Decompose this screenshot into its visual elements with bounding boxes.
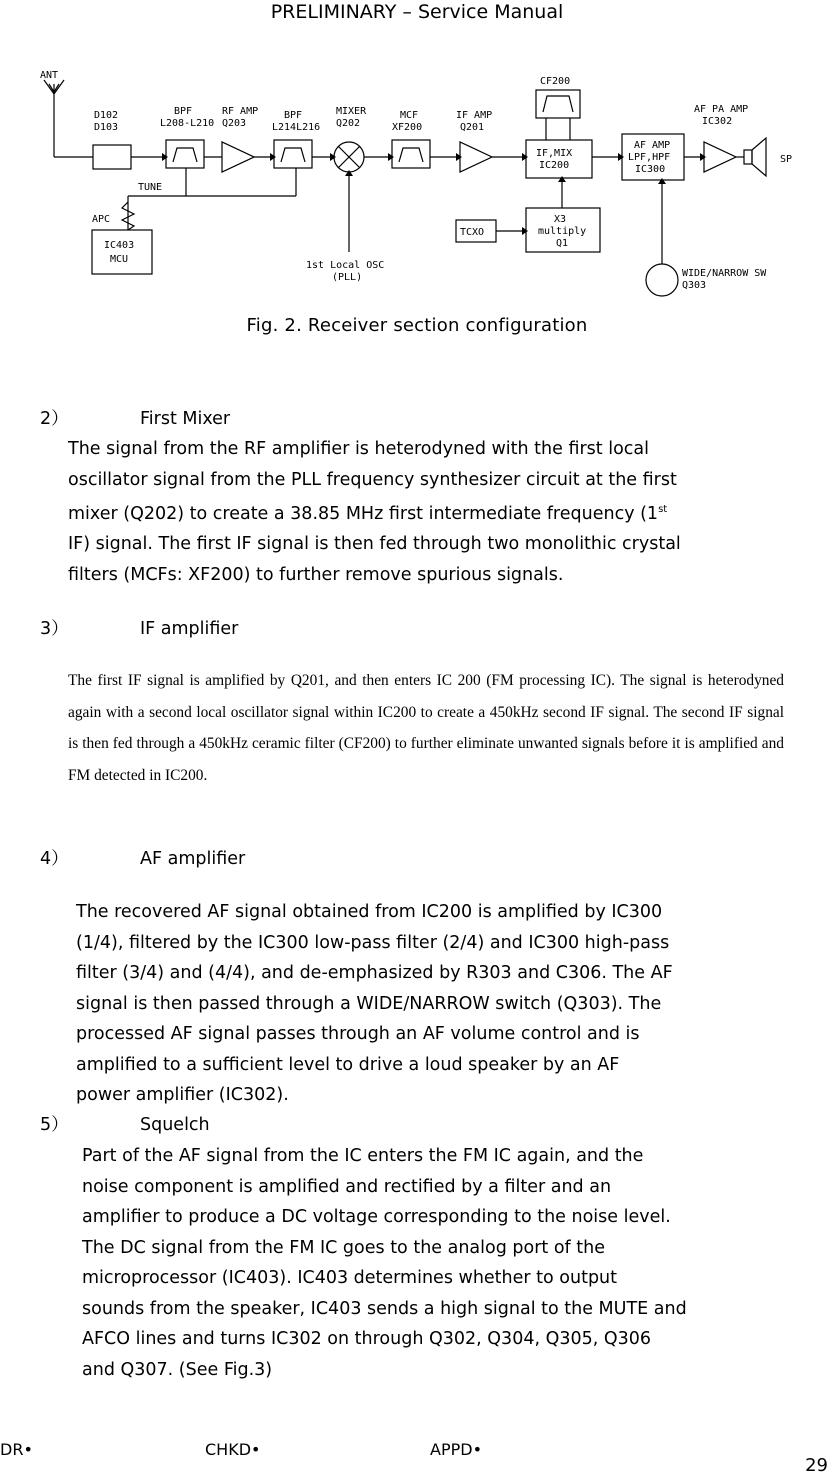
- text-line: IF) signal. The first IF signal is then fed through two monolithic crystal: [68, 534, 681, 555]
- section-heading-af-amplifier: [40, 848, 245, 870]
- text-line: amplified to a sufficient level to drive a loud speaker by an AF: [76, 1054, 620, 1075]
- text-line: filter (3/4) and (4/4), and de-emphasized by R303 and C306. The AF: [76, 963, 673, 983]
- label-apc: APC: [92, 214, 111, 225]
- text-line: noise component is amplified and rectified by a filter and an: [82, 1176, 612, 1197]
- page-header: PRELIMINARY – Service Manual: [270, 1, 564, 23]
- paragraph-squelch: [82, 1141, 687, 1385]
- section-title: IF amplifier: [140, 619, 239, 639]
- label-bpf1: BPF: [174, 106, 193, 117]
- label-mixer: MIXER: [336, 106, 367, 117]
- label-af-amp-ic: IC300: [635, 164, 666, 175]
- paragraph-first-mixer: [68, 434, 681, 590]
- label-mcf-x: XF200: [392, 122, 423, 133]
- footer-appd: APPD•: [430, 1440, 482, 1459]
- label-mcf: MCF: [400, 110, 419, 121]
- text-line: The signal from the RF amplifier is heterodyned with the first local: [68, 439, 649, 459]
- text-line: oscillator signal from the PLL frequency synthesizer circuit at the first: [68, 469, 677, 490]
- section-title: First Mixer: [140, 409, 231, 429]
- label-bpf2: BPF: [284, 110, 303, 121]
- label-wide-narrow-sw: WIDE/NARROW SW: [682, 268, 767, 279]
- text-line: microprocessor (IC403). IC403 determines whether to output: [82, 1268, 618, 1288]
- label-af-amp-filters: LPF,HPF: [628, 152, 671, 163]
- text-line: (1/4), filtered by the IC300 low-pass filter (2/4) and IC300 high-pass: [76, 932, 670, 953]
- paragraph-af-amplifier: [76, 897, 673, 1111]
- label-if-amp-q: Q201: [460, 122, 485, 133]
- text-segment: mixer (Q202) to create a 38.85 MHz first intermediate frequency (1: [68, 503, 659, 524]
- superscript: st: [658, 504, 668, 515]
- label-bpf2-parts: L214L216: [272, 122, 321, 133]
- figure-caption: Fig. 2. Receiver section configuration: [246, 315, 588, 336]
- label-pll: (PLL): [332, 272, 363, 283]
- label-tune: TUNE: [138, 182, 163, 193]
- text-line: amplifier to produce a DC voltage corresponding to the noise level.: [82, 1207, 671, 1227]
- text-line: and Q307. (See Fig.3): [82, 1359, 273, 1380]
- section-title: AF amplifier: [140, 849, 246, 869]
- receiver-block-diagram: [36, 62, 806, 302]
- text-line: AFCO lines and turns IC302 on through Q302, Q304, Q305, Q306: [82, 1329, 652, 1349]
- label-ant: ANT: [40, 70, 59, 81]
- section-number: 3）: [40, 619, 69, 639]
- footer-dr: DR•: [0, 1440, 33, 1459]
- text-line: filters (MCFs: XF200) to further remove spurious signals.: [68, 564, 564, 585]
- label-af-pa-ic: IC302: [702, 116, 733, 127]
- section-heading-squelch: [40, 1114, 210, 1136]
- label-rf-amp: RF AMP: [222, 106, 259, 117]
- label-mcu-ic: IC403: [104, 240, 135, 251]
- label-q1: Q1: [556, 238, 569, 249]
- page-number: 29: [805, 1455, 828, 1476]
- section-number: 2）: [40, 409, 69, 429]
- label-multiply: multiply: [538, 226, 587, 237]
- text-line: signal is then passed through a WIDE/NARROW switch (Q303). The: [76, 993, 662, 1014]
- section-heading-first-mixer: [40, 408, 230, 430]
- label-q303: Q303: [682, 280, 707, 291]
- label-sp: SP: [780, 154, 793, 165]
- text-line: processed AF signal passes through an AF volume control and is: [76, 1024, 640, 1044]
- label-rf-amp-q: Q203: [222, 118, 247, 129]
- label-ifmix-ic: IC200: [539, 160, 570, 171]
- label-af-pa-amp: AF PA AMP: [694, 104, 749, 115]
- section-heading-if-amplifier: [40, 618, 238, 640]
- text-line: [68, 495, 681, 529]
- section-number: 4）: [40, 849, 69, 869]
- footer-chkd: CHKD•: [205, 1440, 261, 1459]
- section-number: 5）: [40, 1115, 69, 1135]
- text-line: Part of the AF signal from the IC enters the FM IC again, and the: [82, 1146, 644, 1166]
- text-line: The recovered AF signal obtained from IC200 is amplified by IC300: [76, 902, 663, 922]
- text-line: power amplifier (IC302).: [76, 1085, 289, 1105]
- label-ifmix: IF,MIX: [536, 148, 573, 159]
- label-local-osc: 1st Local OSC: [306, 260, 385, 271]
- paragraph-if-amplifier: The first IF signal is amplified by Q201, and then enters IC 200 (FM processing IC). The signal is heterodyned again with a second local oscillator signal within IC200 to create a 450kHz second IF signal. The second IF signal is then fed through a 450kHz ceramic filter (CF200) to further eliminate unwanted signals before it is amplified and FM detected in IC200.: [68, 672, 784, 784]
- label-d103: D103: [94, 122, 119, 133]
- section-title: Squelch: [140, 1115, 210, 1135]
- label-af-amp: AF AMP: [634, 140, 671, 151]
- label-mcu: MCU: [110, 254, 129, 265]
- label-tcxo: TCXO: [460, 227, 485, 238]
- label-d102: D102: [94, 110, 119, 121]
- text-line: sounds from the speaker, IC403 sends a high signal to the MUTE and: [82, 1298, 687, 1319]
- text-line: The DC signal from the FM IC goes to the analog port of the: [82, 1237, 605, 1258]
- label-cf200: CF200: [540, 76, 571, 87]
- label-x3: X3: [554, 214, 567, 225]
- label-bpf1-parts: L208-L210: [160, 118, 215, 129]
- label-mixer-q: Q202: [336, 118, 361, 129]
- label-if-amp: IF AMP: [456, 110, 493, 121]
